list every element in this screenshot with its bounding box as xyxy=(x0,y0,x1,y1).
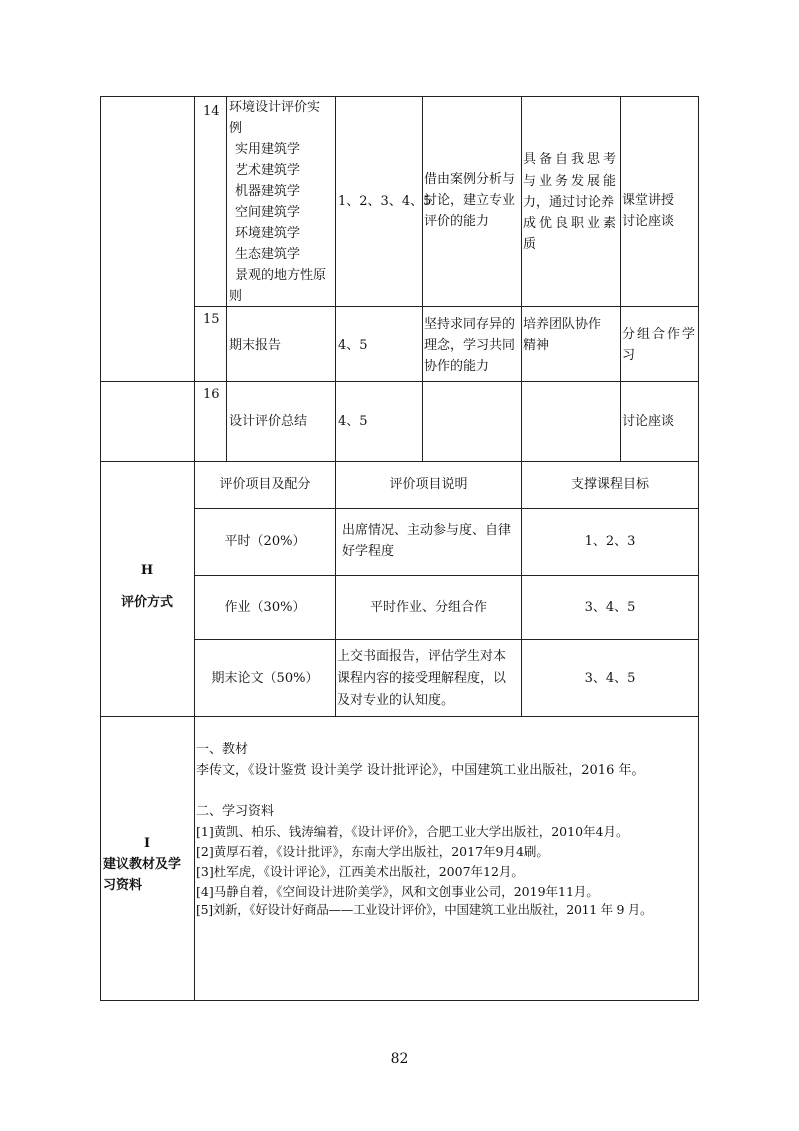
method-line: 分组合作学 xyxy=(622,327,698,342)
section-title-line: 习资料 xyxy=(103,878,143,893)
content-line: 机器建筑学 xyxy=(235,184,301,199)
row-line xyxy=(100,381,699,382)
refs-heading: 二、学习资料 xyxy=(196,804,275,819)
quality-line: 具备自我思考 xyxy=(523,152,620,167)
quality-line: 与业务发展能 xyxy=(523,174,620,189)
quality-line: 培养团队协作 xyxy=(523,317,602,332)
row-line xyxy=(100,716,699,717)
table-border-bottom xyxy=(100,1000,699,1001)
assessment-item: 平时（20%） xyxy=(224,534,306,549)
content-line: 环境设计评价实 xyxy=(229,100,321,115)
reference-entry: [1]黄凯、柏乐、钱涛编着，《设计评价》，合肥工业大学出版社，2010年4月。 xyxy=(196,824,629,839)
assessment-desc-line: 上交书面报告，评估学生对本 xyxy=(337,649,507,664)
row-line xyxy=(194,575,699,576)
table-border-top xyxy=(100,96,699,97)
ability-line: 借由案例分析与 xyxy=(424,172,516,187)
row-line xyxy=(194,306,699,307)
goals-cell: 4、5 xyxy=(338,338,368,353)
ability-line: 评价的能力 xyxy=(424,214,490,229)
reference-entry: [4]马静自着，《空间设计进阶美学》，风和文创事业公司，2019年11月。 xyxy=(196,884,599,899)
textbook-heading: 一、教材 xyxy=(196,742,249,757)
reference-entry: [3]杜军虎，《设计评论》，江西美术出版社，2007年12月。 xyxy=(196,864,524,879)
method-line: 习 xyxy=(622,348,636,363)
content-line: 艺术建筑学 xyxy=(235,163,301,178)
section-title: 评价方式 xyxy=(120,595,173,610)
col-line xyxy=(521,96,522,462)
content-line: 景观的地方性原 xyxy=(235,268,327,283)
col-line xyxy=(335,96,336,462)
content-line: 则 xyxy=(229,289,243,304)
ability-line: 理念，学习共同 xyxy=(424,338,516,353)
content-line: 生态建筑学 xyxy=(235,247,301,262)
ability-line: 协作的能力 xyxy=(424,359,490,374)
page-number: 82 xyxy=(390,1051,409,1067)
content-line: 例 xyxy=(229,121,243,136)
col-line xyxy=(226,96,227,462)
quality-line: 力，通过讨论养 xyxy=(523,195,615,210)
content-line: 期末报告 xyxy=(229,338,282,353)
textbook-entry: 李传文，《设计鉴赏 设计美学 设计批评论》，中国建筑工业出版社，2016 年。 xyxy=(196,763,645,778)
assessment-goals: 3、4、5 xyxy=(584,671,636,686)
assessment-desc-line: 及对专业的认知度。 xyxy=(337,693,455,708)
content-line: 实用建筑学 xyxy=(235,142,301,157)
quality-line: 精神 xyxy=(523,338,550,353)
goals-cell: 1、2、3、4、5 xyxy=(338,194,432,209)
reference-entry: [5]刘新，《好设计好商品——工业设计评价》，中国建筑工业出版社，2011 年 9 月。 xyxy=(196,902,653,917)
content-line: 设计评价总结 xyxy=(229,414,308,429)
method-line: 课堂讲授 xyxy=(622,193,675,208)
col-line xyxy=(422,96,423,462)
row-number: 16 xyxy=(203,387,220,402)
row-number: 14 xyxy=(203,104,220,119)
table-border-right xyxy=(698,96,699,1001)
assessment-desc-line: 平时作业、分组合作 xyxy=(369,600,487,615)
reference-entry: [2]黄厚石着，《设计批评》，东南大学出版社，2017年9月4刷。 xyxy=(196,844,549,859)
method-line: 讨论座谈 xyxy=(622,414,675,429)
assessment-desc-line: 出席情况、主动参与度、自律 xyxy=(342,523,512,538)
assessment-item: 期末论文（50%） xyxy=(211,671,319,686)
col-line xyxy=(335,461,336,717)
col-line xyxy=(620,96,621,462)
ability-line: 讨论，建立专业 xyxy=(424,193,516,208)
column-header: 支撑课程目标 xyxy=(570,477,649,492)
content-line: 空间建筑学 xyxy=(235,205,301,220)
row-line xyxy=(194,639,699,640)
ability-line: 坚持求同存异的 xyxy=(424,317,516,332)
assessment-goals: 3、4、5 xyxy=(584,600,636,615)
method-line: 讨论座谈 xyxy=(622,214,675,229)
content-line: 环境建筑学 xyxy=(235,226,301,241)
table-border-left xyxy=(100,96,101,1001)
row-line xyxy=(100,461,699,462)
assessment-goals: 1、2、3 xyxy=(584,534,636,549)
goals-cell: 4、5 xyxy=(338,414,368,429)
column-header: 评价项目及配分 xyxy=(219,477,311,492)
row-number: 15 xyxy=(203,312,220,327)
assessment-desc-line: 好学程度 xyxy=(342,544,395,559)
column-header: 评价项目说明 xyxy=(389,477,468,492)
section-letter: H xyxy=(140,563,154,578)
assessment-item: 作业（30%） xyxy=(224,600,306,615)
section-letter: I xyxy=(143,836,151,851)
row-line xyxy=(194,508,699,509)
quality-line: 质 xyxy=(523,237,537,252)
section-title-line: 建议教材及学 xyxy=(103,857,182,872)
quality-line: 成优良职业素 xyxy=(523,216,620,231)
assessment-desc-line: 课程内容的接受理解程度，以 xyxy=(337,671,507,686)
